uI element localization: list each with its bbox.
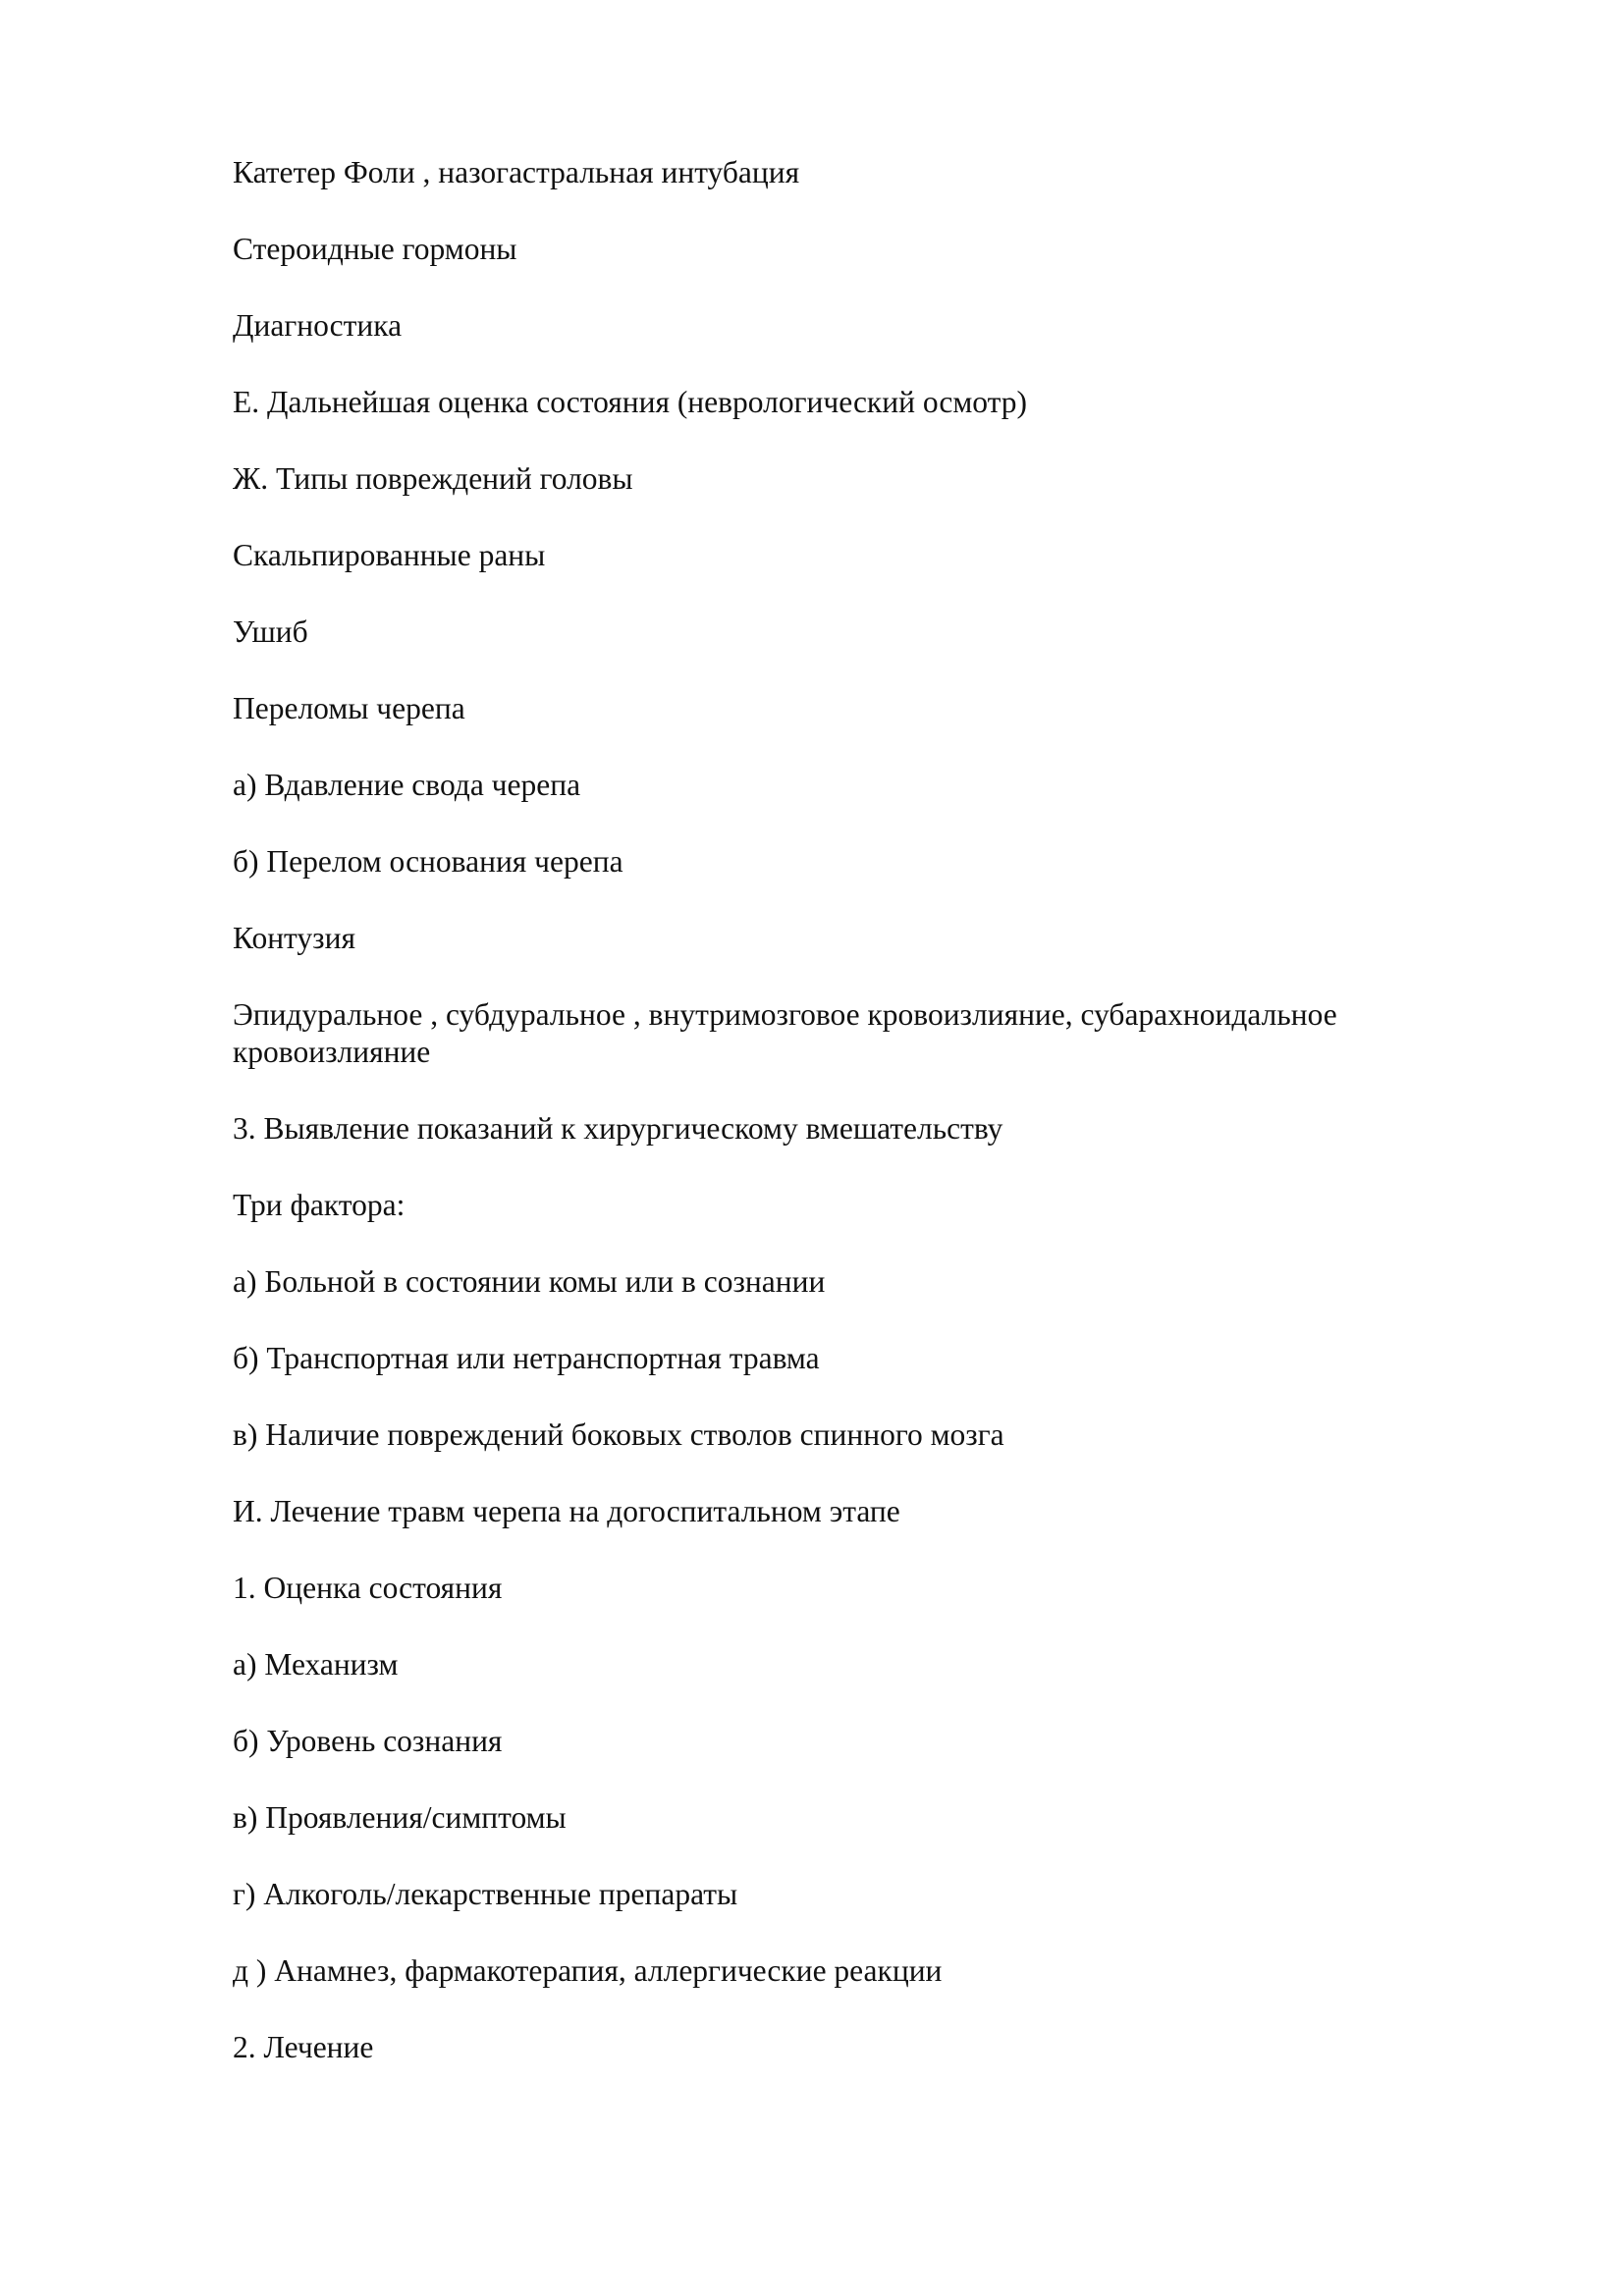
text-line: а) Механизм (233, 1647, 399, 1682)
text-line: Эпидуральное , субдуральное , внутримозговое кровоизлияние, субарахноидальное кровоизлияние (233, 997, 1337, 1069)
text-line: Стероидные гормоны (233, 232, 517, 266)
text-line: б) Уровень сознания (233, 1724, 503, 1758)
text-line: Переломы черепа (233, 691, 465, 725)
text-line: в) Наличие повреждений боковых стволов спинного мозга (233, 1417, 1004, 1452)
text-line: 2. Лечение (233, 2030, 374, 2064)
text-line: б) Перелом основания черепа (233, 844, 623, 879)
text-line: Три фактора: (233, 1188, 406, 1222)
text-line: И. Лечение травм черепа на догоспитальном этапе (233, 1494, 900, 1528)
document-text-lines (233, 154, 1450, 2106)
text-line: г) Алкоголь/лекарственные препараты (233, 1877, 738, 1911)
text-line: Ушиб (233, 614, 308, 649)
text-line: а) Больной в состоянии комы или в сознании (233, 1264, 826, 1299)
text-line: Контузия (233, 921, 355, 955)
text-line: а) Вдавление свода черепа (233, 768, 581, 802)
text-line: 1. Оценка состояния (233, 1571, 503, 1605)
text-line: Ж. Типы повреждений головы (233, 461, 633, 496)
text-line: в) Проявления/симптомы (233, 1800, 567, 1835)
text-line: Диагностика (233, 308, 403, 343)
text-line: Е. Дальнейшая оценка состояния (неврологический осмотр) (233, 385, 1028, 419)
text-line: д ) Анамнез, фармакотерапия, аллергические реакции (233, 1953, 943, 1988)
text-line: Катетер Фоли , назогастральная интубация (233, 155, 800, 189)
text-line: 3. Выявление показаний к хирургическому вмешательству (233, 1111, 1003, 1146)
text-line: Скальпированные раны (233, 538, 546, 572)
text-line: б) Транспортная или нетранспортная травма (233, 1341, 820, 1375)
